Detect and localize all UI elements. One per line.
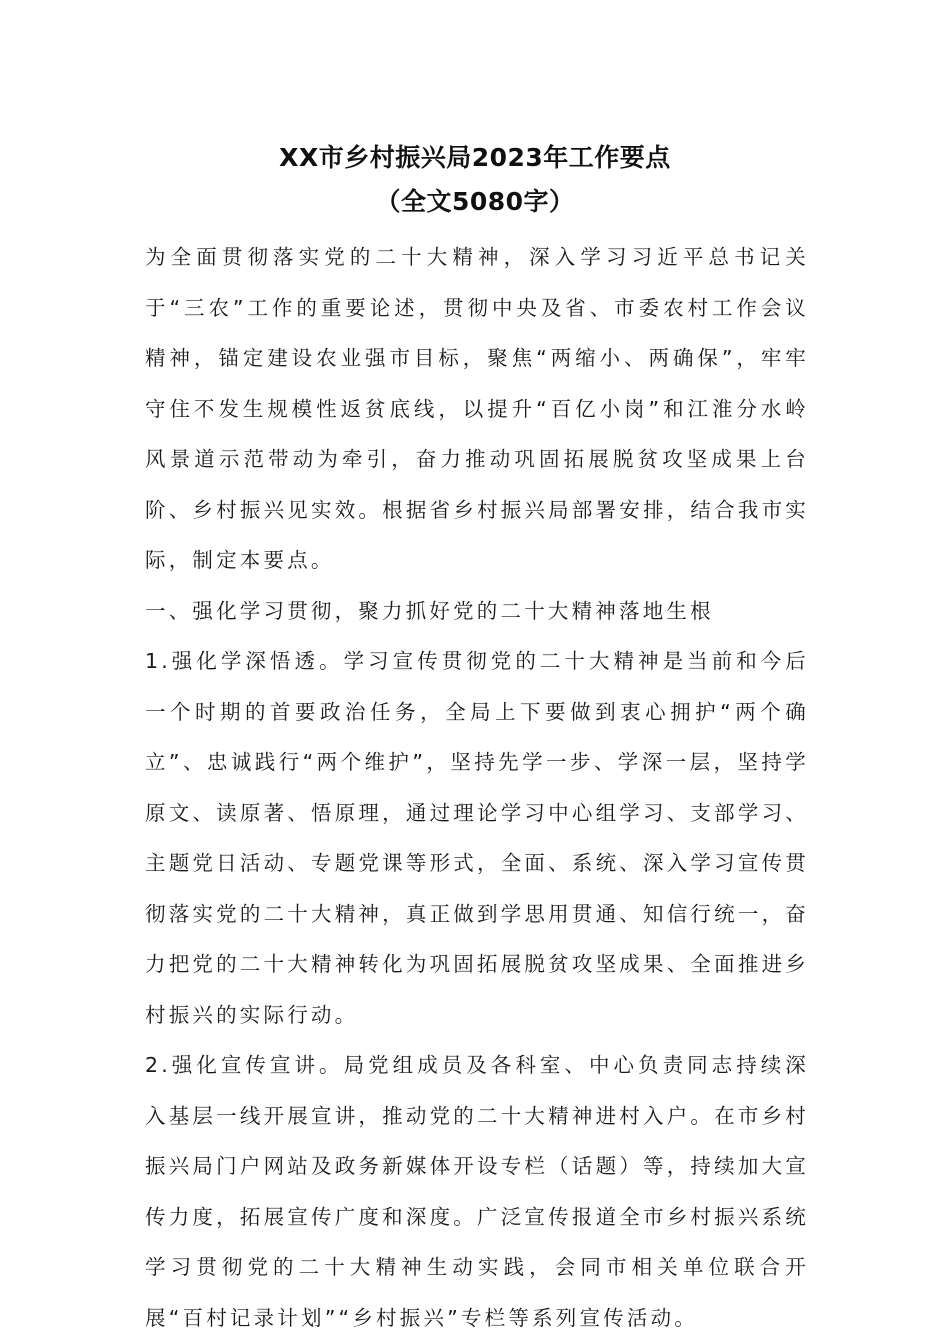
document-subtitle: （全文5080字） bbox=[375, 187, 575, 216]
item-paragraph-2: 2.强化宣传宣讲。局党组成员及各科室、中心负责同志持续深入基层一线开展宣讲，推动党的二十大精神进村入户。在市乡村振兴局门户网站及政务新媒体开设专栏（话题）等，持续加大宣传力度，拓展宣传广度和深度。广泛宣传报道全市乡村振兴系统学习贯彻党的二十大精神生动实践，会同市相关单位联合开展“百村记录计划”“乡村振兴”专栏等系列宣传活动。 bbox=[145, 1053, 809, 1330]
item-paragraph-1: 1.强化学深悟透。学习宣传贯彻党的二十大精神是当前和今后一个时期的首要政治任务，全局上下要做到衷心拥护“两个确立”、忠诚践行“两个维护”，坚持先学一步、学深一层，坚持学原文、读原著、悟原理，通过理论学习中心组学习、支部学习、主题党日活动、专题党课等形式，全面、系统、深入学习宣传贯彻落实党的二十大精神，真正做到学思用贯通、知信行统一，奋力把党的二十大精神转化为巩固拓展脱贫攻坚成果、全面推进乡村振兴的实际行动。 bbox=[145, 649, 809, 1027]
document-title: XX市乡村振兴局2023年工作要点 bbox=[279, 143, 671, 172]
section-heading: 一、强化学习贯彻，聚力抓好党的二十大精神落地生根 bbox=[145, 598, 714, 623]
intro-paragraph: 为全面贯彻落实党的二十大精神，深入学习习近平总书记关于“三农”工作的重要论述，贯彻中央及省、市委农村工作会议精神，锚定建设农业强市目标，聚焦“两缩小、两确保”，牢牢守住不发生规模性返贫底线，以提升“百亿小岗”和江淮分水岭风景道示范带动为牵引，奋力推动巩固拓展脱贫攻坚成果上台阶、乡村振兴见实效。根据省乡村振兴局部署安排，结合我市实际，制定本要点。 bbox=[145, 245, 809, 572]
document-body bbox=[145, 232, 809, 1343]
